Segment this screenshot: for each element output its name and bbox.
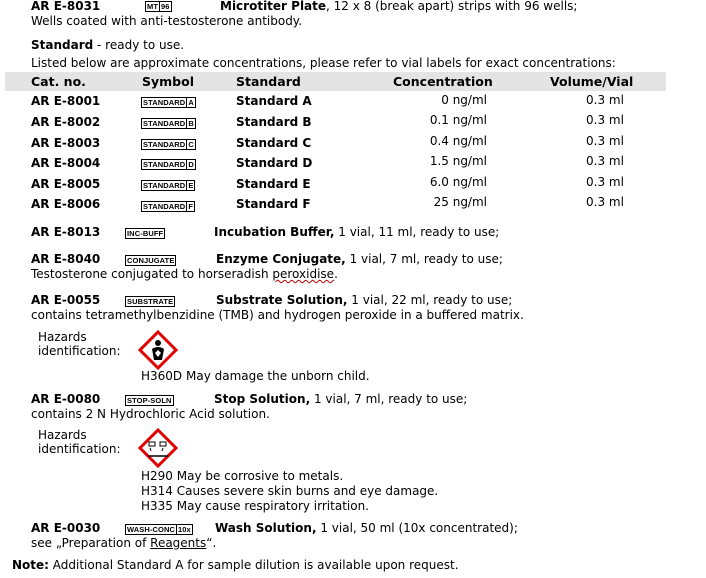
header-volume: Volume/Vial	[550, 74, 634, 89]
symbol-standard-e: STANDARD E	[143, 181, 194, 190]
cat-no-0080: AR E-0080	[31, 392, 101, 406]
table-row-cat: AR E-8004	[31, 156, 101, 170]
corrosive-icon	[138, 428, 178, 468]
table-row-vol: 0.3 ml	[586, 113, 624, 127]
hazards-label-2: identification:	[38, 442, 121, 456]
stop-line: Stop Solution, 1 vial, 7 ml, ready to use;	[214, 392, 468, 406]
hazards-label-2: identification:	[38, 344, 121, 358]
table-row-standard: Standard E	[236, 177, 311, 191]
hazard-h335: H335 May cause respiratory irritation.	[141, 499, 369, 513]
conjugate-desc: Testosterone conjugated to horseradish peroxidise.	[31, 267, 338, 281]
symbol-stop-soln: STOP-SOLN	[127, 396, 172, 405]
table-row-cat: AR E-8003	[31, 136, 101, 150]
substrate-line: Substrate Solution, 1 vial, 22 ml, ready to use;	[216, 293, 513, 307]
cat-no-0055: AR E-0055	[31, 293, 101, 307]
symbol-standard-a: STANDARD A	[143, 98, 194, 107]
symbol-standard-d: STANDARD D	[143, 160, 194, 169]
footer-note: Note: Additional Standard A for sample dilution is available upon request.	[12, 558, 459, 572]
header-symbol: Symbol	[142, 74, 194, 89]
conjugate-line: Enzyme Conjugate, 1 vial, 7 ml, ready to use;	[216, 252, 503, 266]
table-row-standard: Standard B	[236, 115, 312, 129]
table-row-vol: 0.3 ml	[586, 175, 624, 189]
table-row-standard: Standard D	[236, 156, 313, 170]
header-standard: Standard	[236, 74, 301, 89]
table-row-cat: AR E-8006	[31, 197, 101, 211]
symbol-conjugate: CONJUGATE	[127, 256, 175, 265]
microtiter-line: Microtiter Plate, 12 x 8 (break apart) strips with 96 wells;	[220, 0, 578, 13]
table-row-cat: AR E-8001	[31, 94, 101, 108]
stop-desc: contains 2 N Hydrochloric Acid solution.	[31, 407, 270, 421]
symbol-standard-b: STANDARD B	[143, 119, 194, 128]
table-row-vol: 0.3 ml	[586, 134, 624, 148]
table-row-vol: 0.3 ml	[586, 154, 624, 168]
table-row-standard: Standard A	[236, 94, 312, 108]
table-row-standard: Standard F	[236, 197, 311, 211]
standard-note: Listed below are approximate concentrations, please refer to vial labels for exact concentrations:	[31, 56, 616, 70]
table-row-conc: 25 ng/ml	[433, 195, 487, 209]
table-row-cat: AR E-8005	[31, 177, 101, 191]
table-row-cat: AR E-8002	[31, 115, 101, 129]
incubation-line: Incubation Buffer, 1 vial, 11 ml, ready to use;	[214, 225, 500, 239]
table-row-standard: Standard C	[236, 136, 312, 150]
cat-no-8040: AR E-8040	[31, 252, 101, 266]
microtiter-desc: Wells coated with anti-testosterone antibody.	[31, 14, 303, 28]
table-row-conc: 0.4 ng/ml	[429, 134, 487, 148]
table-row-conc: 6.0 ng/ml	[429, 175, 487, 189]
hazards-label-1: Hazards	[38, 428, 87, 442]
symbol-mt96: MT 96	[147, 2, 170, 11]
standard-title: Standard - ready to use.	[31, 38, 185, 52]
hazard-h290: H290 May be corrosive to metals.	[141, 469, 344, 483]
header-cat: Cat. no.	[31, 74, 86, 89]
table-row-conc: 1.5 ng/ml	[429, 154, 487, 168]
wash-desc: see „Preparation of Reagents“.	[31, 536, 217, 550]
symbol-inc-buff: INC-BUFF	[127, 229, 164, 238]
symbol-standard-f: STANDARD F	[143, 202, 194, 211]
cat-no-0030: AR E-0030	[31, 521, 101, 535]
symbol-substrate: SUBSTRATE	[127, 297, 174, 306]
table-row-conc: 0.1 ng/ml	[429, 113, 487, 127]
table-row-vol: 0.3 ml	[586, 195, 624, 209]
table-row-conc: 0 ng/ml	[441, 93, 487, 107]
hazard-h314: H314 Causes severe skin burns and eye damage.	[141, 484, 439, 498]
substrate-desc: contains tetramethylbenzidine (TMB) and hydrogen peroxide in a buffered matrix.	[31, 308, 524, 322]
cat-no-8013: AR E-8013	[31, 225, 101, 239]
table-row-vol: 0.3 ml	[586, 93, 624, 107]
hazards-label-1: Hazards	[38, 330, 87, 344]
header-concentration: Concentration	[393, 74, 493, 89]
hazard-h360d: H360D May damage the unborn child.	[141, 369, 370, 383]
wash-line: Wash Solution, 1 vial, 50 ml (10x concentrated);	[215, 521, 518, 535]
symbol-wash-conc: WASH-CONC 10x	[127, 525, 191, 534]
health-hazard-icon	[138, 330, 178, 370]
symbol-standard-c: STANDARD C	[143, 140, 194, 149]
cat-no-8031: AR E-8031	[31, 0, 101, 13]
